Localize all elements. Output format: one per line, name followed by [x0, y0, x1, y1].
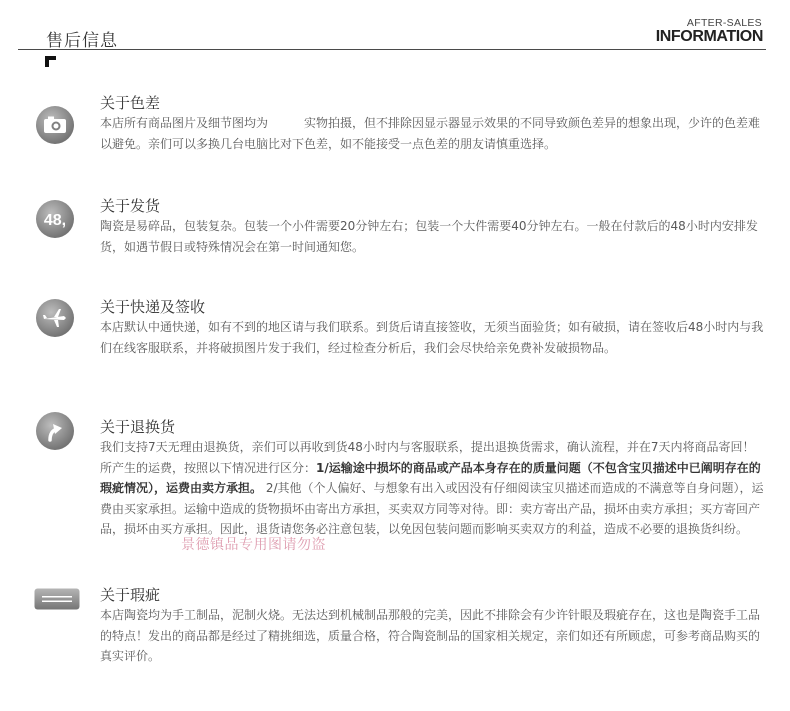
section-body: 本店默认中通快递，如有不到的地区请与我们联系。到货后请直接签收，无须当面验货；如有破损，请在签收后48小时内与我们在线客服联系，并将破损图片发于我们，经过检查分析后，我们会尽快给亲免费补发破损物品。 [100, 320, 764, 355]
section-body [100, 437, 765, 540]
corner-mark-icon [45, 56, 56, 67]
camera-icon [35, 105, 75, 145]
header [18, 0, 766, 50]
return-arrow-icon [35, 411, 75, 451]
page-title: 售后信息 [46, 31, 118, 51]
section-body: 本店陶瓷均为手工制品，泥制火烧。无法达到机械制品那般的完美，因此不排除会有少许针眼及瑕疵存在，这也是陶瓷手工品的特点！发出的商品都是经过了精挑细选，质量合格，符合陶瓷制品的国家相关规定，亲们如还有所顾虑，可参考商品购买的真实评价。 [100, 608, 761, 663]
flaw-panel-icon [34, 588, 80, 610]
returns-text-highlight: 1/运输途中损坏的商品或产品本身存在的质量问题（不包含宝贝描述中已阐明存在的瑕疵情况），运费由卖方承担。 [100, 460, 761, 495]
section-title: 关于发货 [100, 197, 161, 215]
header-en-subtitle: AFTER-SALES [686, 17, 762, 29]
airplane-icon [35, 298, 75, 338]
section-body: 本店所有商品图片及细节图均为 实物拍摄，但不排除因显示器显示效果的不同导致颜色差异的想象出现，少许的色差难以避免。亲们可以多换几台电脑比对下色差，如不能接受一点色差的朋友请慎重选择。 [100, 116, 761, 151]
48-hours-icon-text: 48, [43, 212, 67, 229]
header-en-title: INFORMATION [655, 28, 763, 45]
returns-text-part2: 2/其他（个人偏好、与想象有出入或因没有仔细阅读宝贝描述而造成的不满意等自身问题），运费由买家承担。运输中造成的货物损坏由寄出方承担，买卖双方同等对待。即：卖方寄出产品，损坏由卖方承担；买方寄回产品，损坏由买方承担。因此，退货请您务必注意包装，以免因包装问题而影响买卖双方的利益，造成不必要的退换货纠纷。 [100, 481, 764, 536]
section-title: 关于色差 [100, 94, 161, 112]
section-title: 关于快递及签收 [100, 298, 206, 316]
section-title: 关于退换货 [100, 418, 176, 436]
48-hours-icon [35, 199, 75, 239]
section-title: 关于瑕疵 [100, 586, 161, 604]
watermark: 景德镇品专用图请勿盗 [181, 537, 326, 553]
section-body: 陶瓷是易碎品，包装复杂。包装一个小件需要20分钟左右；包装一个大件需要40分钟左右。一般在付款后的48小时内安排发货，如遇节假日或特殊情况会在第一时间通知您。 [100, 219, 758, 254]
returns-text-part1: 我们支持7天无理由退换货，亲们可以再收到货48小时内与客服联系，提出退换货需求，确认流程，并在7天内将商品寄回！所产生的运费，按照以下情况进行区分： [100, 440, 755, 475]
